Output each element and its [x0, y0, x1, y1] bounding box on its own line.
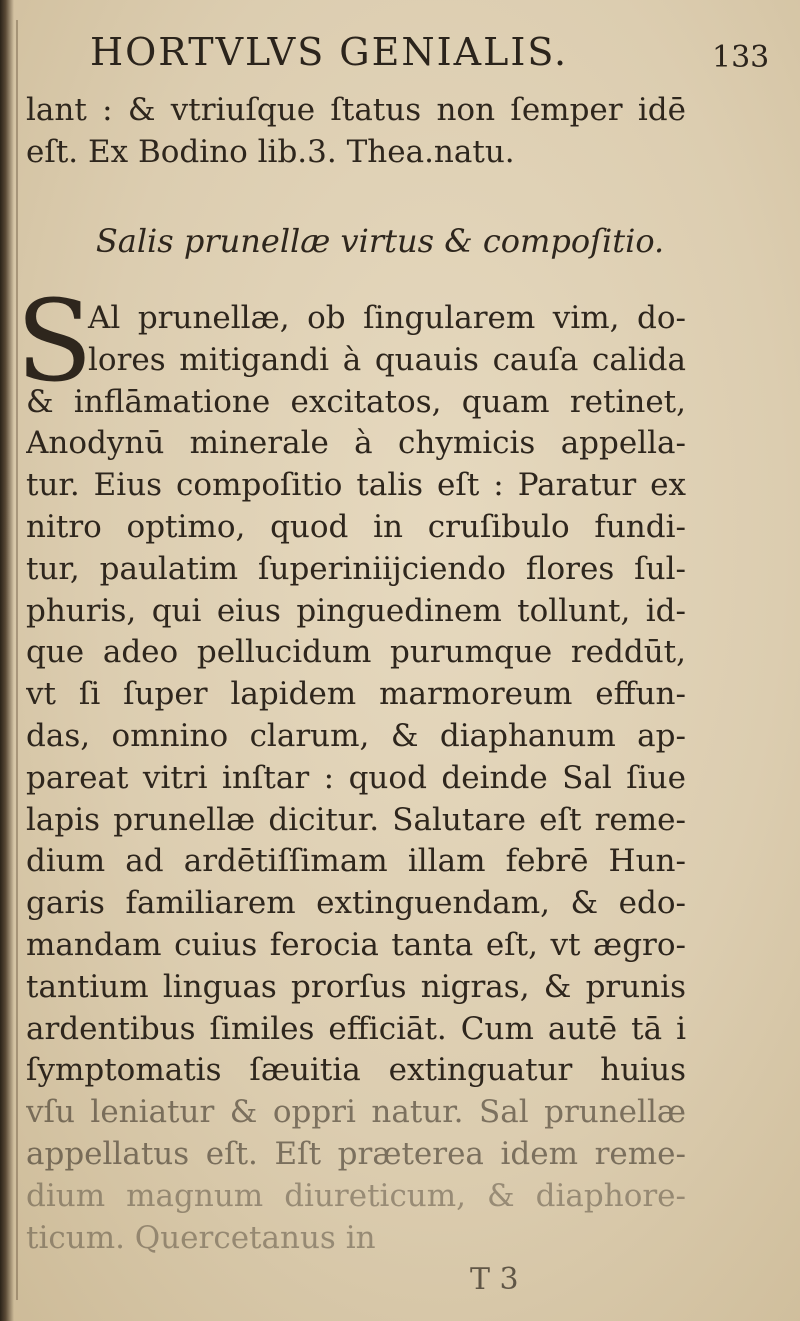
- text-line: tantium linguas prorſus nigras, & prunis: [26, 968, 686, 1005]
- text-line: Anodynū minerale à chymicis appella-: [26, 425, 686, 462]
- text-line: eſt. Ex Bodino lib.3. Thea.natu.: [26, 133, 515, 170]
- text-line: ſymptomatis ſæuitia extinguatur huius: [26, 1052, 686, 1089]
- text-line: vt ſi ſuper lapidem marmoreum effun-: [26, 676, 686, 713]
- text-line: garis familiarem extinguendam, & edo-: [26, 885, 686, 922]
- text-line: lapis prunellæ dicitur. Salutare eſt reme-: [26, 801, 686, 838]
- running-head-title: HORTVLVS GENIALIS.: [90, 30, 569, 74]
- text-line: que adeo pellucidum purumque reddūt,: [26, 634, 686, 671]
- book-spine-shadow: [0, 0, 14, 1321]
- drop-cap: S: [16, 277, 93, 407]
- text-line: lores mitigandi à quauis cauſa calida: [88, 341, 686, 378]
- text-line: & inflāmatione excitatos, quam retinet,: [26, 383, 686, 420]
- text-line: lant : & vtriuſque ſtatus non ſemper idē: [26, 92, 686, 128]
- text-line: dium ad ardētiſſimam illam febrē Hun-: [26, 843, 686, 880]
- text-line: das, omnino clarum, & diaphanum ap-: [26, 717, 686, 754]
- text-line: ardentibus ſimiles efficiāt. Cum autē tā i: [26, 1010, 686, 1047]
- continuation-text: [26, 90, 686, 174]
- text-line: ticum. Quercetanus in: [26, 1219, 376, 1256]
- text-line: mandam cuius ferocia tanta eſt, vt ægro-: [26, 926, 686, 963]
- page-number: 133: [712, 40, 770, 75]
- text-line: dium magnum diureticum, & diaphore-: [26, 1177, 686, 1214]
- text-line: vſu leniatur & oppri natur. Sal prunellæ: [26, 1094, 686, 1131]
- catchword-signature: T 3: [470, 1262, 519, 1297]
- text-line: pareat vitri inſtar : quod deinde Sal ſiue: [26, 759, 686, 796]
- body-text: [26, 298, 686, 1259]
- text-line: tur. Eius compoſitio talis eſt : Paratur ex: [26, 467, 686, 504]
- text-line: nitro optimo, quod in cruſibulo fundi-: [26, 508, 686, 545]
- section-heading: Salis prunellæ virtus & compoſitio.: [95, 222, 665, 260]
- gutter-line: [16, 20, 18, 1300]
- text-line: Al prunellæ, ob ſingularem vim, do-: [88, 300, 686, 336]
- text-line: appellatus eſt. Eſt præterea idem reme-: [26, 1135, 686, 1172]
- text-line: tur, paulatim ſuperiniijciendo flores ſul-: [26, 550, 686, 587]
- text-line: phuris, qui eius pinguedinem tollunt, id-: [26, 592, 686, 629]
